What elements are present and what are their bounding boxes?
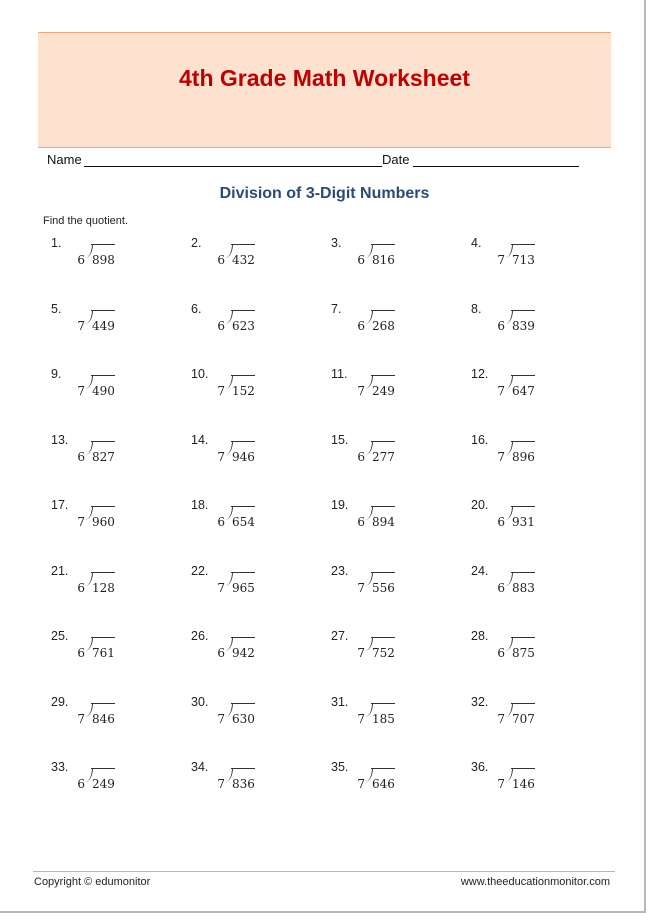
divisor: 7 <box>217 581 225 595</box>
problem-number: 12. <box>471 367 489 381</box>
division-problem <box>471 433 601 483</box>
divisor: 7 <box>497 712 505 726</box>
divisor: 7 <box>357 646 365 660</box>
division-bar <box>511 244 535 245</box>
problem-number: 27. <box>331 629 349 643</box>
date-label: Date <box>382 152 410 167</box>
division-bar <box>511 572 535 573</box>
division-bar <box>371 310 395 311</box>
division-problem <box>331 302 461 352</box>
division-problem <box>51 760 181 810</box>
division-bar <box>231 506 255 507</box>
divisor: 6 <box>497 515 505 529</box>
division-bar <box>511 506 535 507</box>
division-problem <box>191 564 321 614</box>
division-bar <box>91 244 115 245</box>
name-label: Name <box>47 152 82 167</box>
division-bar <box>371 441 395 442</box>
problem-number: 4. <box>471 236 482 250</box>
division-bar <box>511 441 535 442</box>
dividend: 630 <box>232 712 255 726</box>
divisor: 6 <box>77 450 85 464</box>
division-bar <box>231 572 255 573</box>
problem-number: 16. <box>471 433 489 447</box>
division-bar <box>231 244 255 245</box>
divisor: 7 <box>357 384 365 398</box>
dividend: 490 <box>92 384 115 398</box>
problem-number: 17. <box>51 498 69 512</box>
dividend: 836 <box>232 777 255 791</box>
problem-number: 2. <box>191 236 202 250</box>
dividend: 946 <box>232 450 255 464</box>
division-bar <box>371 703 395 704</box>
problem-number: 32. <box>471 695 489 709</box>
problem-number: 3. <box>331 236 342 250</box>
divisor: 7 <box>217 450 225 464</box>
dividend: 152 <box>232 384 255 398</box>
dividend: 960 <box>92 515 115 529</box>
dividend: 268 <box>372 319 395 333</box>
dividend: 449 <box>92 319 115 333</box>
dividend: 761 <box>92 646 115 660</box>
dividend: 827 <box>92 450 115 464</box>
problem-number: 23. <box>331 564 349 578</box>
dividend: 707 <box>512 712 535 726</box>
problem-number: 29. <box>51 695 69 709</box>
divisor: 6 <box>357 253 365 267</box>
dividend: 713 <box>512 253 535 267</box>
divisor: 6 <box>497 319 505 333</box>
problem-number: 15. <box>331 433 349 447</box>
division-bar <box>231 703 255 704</box>
division-bar <box>91 637 115 638</box>
problem-number: 6. <box>191 302 202 316</box>
dividend: 647 <box>512 384 535 398</box>
problem-number: 7. <box>331 302 342 316</box>
division-bar <box>231 310 255 311</box>
division-problem <box>471 695 601 745</box>
division-bar <box>511 703 535 704</box>
division-problem <box>331 564 461 614</box>
division-bar <box>371 506 395 507</box>
division-problem <box>51 564 181 614</box>
divisor: 7 <box>217 384 225 398</box>
division-bar <box>231 768 255 769</box>
division-bar <box>511 768 535 769</box>
dividend: 432 <box>232 253 255 267</box>
division-bar <box>231 375 255 376</box>
division-problem <box>191 498 321 548</box>
footer-rule <box>33 871 615 872</box>
divisor: 7 <box>77 384 85 398</box>
problem-number: 33. <box>51 760 69 774</box>
divisor: 7 <box>77 515 85 529</box>
division-problem <box>471 629 601 679</box>
division-bar <box>231 441 255 442</box>
division-bar <box>511 310 535 311</box>
divisor: 7 <box>357 777 365 791</box>
division-bar <box>231 637 255 638</box>
dividend: 646 <box>372 777 395 791</box>
divisor: 6 <box>497 581 505 595</box>
problem-number: 10. <box>191 367 209 381</box>
division-bar <box>91 703 115 704</box>
division-bar <box>371 768 395 769</box>
problem-number: 19. <box>331 498 349 512</box>
dividend: 128 <box>92 581 115 595</box>
division-bar <box>91 375 115 376</box>
divisor: 6 <box>77 253 85 267</box>
problem-number: 24. <box>471 564 489 578</box>
copyright-text: Copyright © edumonitor <box>34 876 151 888</box>
dividend: 556 <box>372 581 395 595</box>
worksheet-title: 4th Grade Math Worksheet <box>179 65 470 91</box>
section-title: Division of 3-Digit Numbers <box>219 185 430 202</box>
problem-number: 18. <box>191 498 209 512</box>
divisor: 6 <box>497 646 505 660</box>
divisor: 6 <box>357 515 365 529</box>
dividend: 654 <box>232 515 255 529</box>
division-bar <box>91 768 115 769</box>
division-problem <box>191 629 321 679</box>
dividend: 965 <box>232 581 255 595</box>
division-problem <box>471 302 601 352</box>
division-problem <box>191 695 321 745</box>
division-problem <box>331 498 461 548</box>
problem-number: 1. <box>51 236 62 250</box>
dividend: 623 <box>232 319 255 333</box>
dividend: 883 <box>512 581 535 595</box>
divisor: 6 <box>77 646 85 660</box>
divisor: 6 <box>77 777 85 791</box>
problem-number: 25. <box>51 629 69 643</box>
problem-number: 20. <box>471 498 489 512</box>
problem-number: 26. <box>191 629 209 643</box>
problem-number: 22. <box>191 564 209 578</box>
division-problem <box>191 433 321 483</box>
division-bar <box>371 637 395 638</box>
divisor: 7 <box>497 777 505 791</box>
division-bar <box>91 506 115 507</box>
problem-number: 5. <box>51 302 62 316</box>
dividend: 146 <box>512 777 535 791</box>
division-problem <box>471 498 601 548</box>
dividend: 185 <box>372 712 395 726</box>
division-problem <box>331 236 461 286</box>
dividend: 752 <box>372 646 395 660</box>
divisor: 6 <box>217 515 225 529</box>
division-problem <box>331 433 461 483</box>
problem-number: 11. <box>331 367 348 381</box>
problem-number: 28. <box>471 629 489 643</box>
division-problem <box>191 760 321 810</box>
divisor: 7 <box>217 777 225 791</box>
division-problem <box>331 367 461 417</box>
divisor: 6 <box>217 319 225 333</box>
division-problem <box>51 498 181 548</box>
division-problem <box>51 236 181 286</box>
division-bar <box>511 375 535 376</box>
division-bar <box>371 375 395 376</box>
problem-number: 34. <box>191 760 209 774</box>
divisor: 6 <box>77 581 85 595</box>
problem-number: 8. <box>471 302 482 316</box>
problem-number: 14. <box>191 433 209 447</box>
header-band <box>38 32 611 148</box>
instructions: Find the quotient. <box>43 215 129 227</box>
dividend: 249 <box>372 384 395 398</box>
division-problem <box>191 367 321 417</box>
division-problem <box>471 236 601 286</box>
dividend: 875 <box>512 646 535 660</box>
divisor: 6 <box>217 646 225 660</box>
problem-number: 21. <box>51 564 69 578</box>
dividend: 931 <box>512 515 535 529</box>
divisor: 6 <box>217 253 225 267</box>
division-problem <box>331 760 461 810</box>
problem-number: 31. <box>331 695 349 709</box>
problem-number: 30. <box>191 695 209 709</box>
problem-number: 36. <box>471 760 489 774</box>
dividend: 249 <box>92 777 115 791</box>
division-bar <box>371 244 395 245</box>
dividend: 942 <box>232 646 255 660</box>
division-bar <box>511 637 535 638</box>
dividend: 816 <box>372 253 395 267</box>
division-problem <box>331 695 461 745</box>
division-problem <box>51 629 181 679</box>
division-problem <box>191 236 321 286</box>
website-link[interactable]: www.theeducationmonitor.com <box>460 876 610 888</box>
problem-number: 35. <box>331 760 349 774</box>
date-field-line[interactable] <box>413 166 579 167</box>
division-problem <box>471 564 601 614</box>
division-problem <box>51 302 181 352</box>
division-problem <box>331 629 461 679</box>
dividend: 898 <box>92 253 115 267</box>
problem-number: 13. <box>51 433 69 447</box>
divisor: 7 <box>497 384 505 398</box>
division-bar <box>91 310 115 311</box>
dividend: 839 <box>512 319 535 333</box>
dividend: 277 <box>372 450 395 464</box>
divisor: 7 <box>77 712 85 726</box>
division-problem <box>51 367 181 417</box>
problem-number: 9. <box>51 367 62 381</box>
name-field-line[interactable] <box>84 166 382 167</box>
dividend: 894 <box>372 515 395 529</box>
divisor: 7 <box>497 253 505 267</box>
division-bar <box>91 441 115 442</box>
division-problem <box>191 302 321 352</box>
dividend: 896 <box>512 450 535 464</box>
divisor: 7 <box>357 581 365 595</box>
division-problem <box>51 433 181 483</box>
dividend: 846 <box>92 712 115 726</box>
divisor: 7 <box>357 712 365 726</box>
division-problem <box>471 367 601 417</box>
division-problem <box>51 695 181 745</box>
divisor: 7 <box>217 712 225 726</box>
divisor: 7 <box>497 450 505 464</box>
division-bar <box>91 572 115 573</box>
divisor: 6 <box>357 319 365 333</box>
divisor: 6 <box>357 450 365 464</box>
division-problem <box>471 760 601 810</box>
division-bar <box>371 572 395 573</box>
divisor: 7 <box>77 319 85 333</box>
